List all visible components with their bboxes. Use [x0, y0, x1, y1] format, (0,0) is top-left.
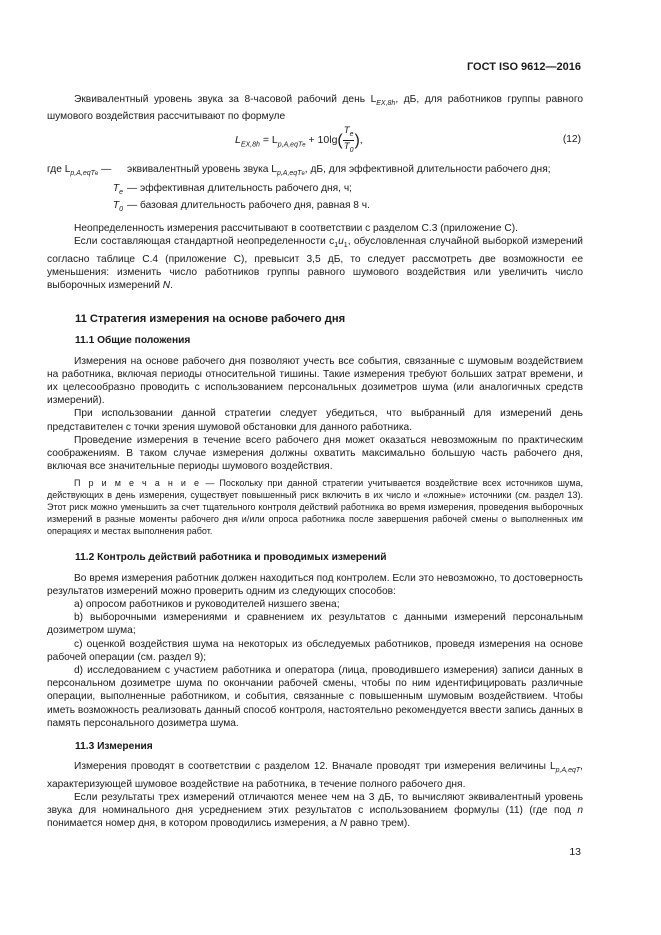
- section-11-2-title: 11.2 Контроль действий работника и проводимых измерений: [75, 552, 387, 564]
- s11-1-paragraph-1: Измерения на основе рабочего дня позволяют учесть все события, связанные с шумовым воздействием на работника, включая периоды относительной тишины. Такие измерения требуют больших затрат времени, и их целесообразно проводить с использованием персональных дозиметров шума (или аналогичных средств измерений).: [47, 355, 583, 407]
- intro-paragraph: Эквивалентный уровень звука за 8-часовой рабочий день $L_{EX,8h}$, дБ, для работников группы равного шумового воздействия рассчитывают по формуле: [47, 94, 583, 123]
- where-label: где $L_{p,A,eqTe}$ —: [47, 164, 112, 178]
- formula-expression: $L_{EX,8h} = L_{p,A,eqTe} + 10\lg$( $\frac{T_e}{T_0}$ ),: [235, 125, 363, 155]
- list-item: b) выборочными измерениями и сравнением их результатов с данными измерений персональным дозиметром шума;: [47, 612, 583, 637]
- definition-te: $T_e$ — эффективная длительность рабочего дня, ч;: [112, 182, 352, 196]
- list-item: с) оценкой воздействия шума на некоторых из обследуемых работников, проведя измерения на основе рабочей операции (см. раздел 9);: [47, 638, 583, 663]
- list-item: а) опросом работников и руководителей низшего звена;: [74, 599, 340, 611]
- page-content: [47, 93, 583, 830]
- where-block: [47, 163, 583, 181]
- section-11-3-title: 11.3 Измерения: [75, 741, 153, 753]
- s11-1-note: П р и м е ч а н и е — Поскольку при данной стратегии учитывается воздействие всех источников шума, действующих в день измерения, существует повышенный риск включить в их число и «ложные» источники (см. раздел 13). Этот риск можно уменьшить за счет тщательного контроля действий работника во время измерения, проведения выборочных измерений в разные моменты рабочего дня и/или опроса работника после завершения рабочей смены о выполненных им операциях и местах выполнения работ.: [47, 478, 584, 537]
- s11-1-paragraph-3: Проведение измерения в течение всего рабочего дня может оказаться невозможным по практическим соображениям. В таком случае измерения должны охватить максимально большую часть рабочего дня, включая все значительные периоды шумового воздействия.: [47, 434, 583, 473]
- list-item: d) исследованием с участием работника и оператора (лица, проводившего измерения) записи данных в персональном дозиметре шума по окончании рабочей смены, чтобы по ним идентифицировать различные операции, выполненные работником, и события, связанные с повышенным шумовым воздействием. Чтобы иметь возможность реализовать данный способ контроля, настоятельно рекомендуется ввести запись данных в память персонального дозиметра шума.: [47, 665, 583, 729]
- uncertainty-paragraph-1: Неопределенность измерения рассчитывают в соответствии с разделом С.3 (приложение С).: [74, 223, 518, 235]
- uncertainty-paragraph-2: Если составляющая стандартной неопределенности $c_1u_1$, обусловленная случайной выборкой измерений согласно таблице С.4 (приложение С), превысит 3,5 дБ, то следует рассмотреть две возможности ее уменьшения: изменить число работников группы равного шумового воздействия или увеличить число выборочных измерений N.: [47, 236, 583, 291]
- s11-2-list: [47, 598, 583, 730]
- s11-2-paragraph-1: Во время измерения работник должен находиться под контролем. Если это невозможно, то достоверность результатов измерений можно проверить одним из следующих способов:: [47, 572, 583, 597]
- s11-1-paragraph-2: При использовании данной стратегии следует убедиться, что выбранный для измерений день представителен с точки зрения шумовой обстановки для данного работника.: [47, 408, 583, 433]
- formula-number: (12): [562, 134, 581, 146]
- where-definition: эквивалентный уровень звука $L_{p,A,eqTe}$, дБ, для эффективной длительности рабочего дня;: [127, 164, 551, 178]
- formula-fraction: $\frac{T_e}{T_0}$: [343, 125, 354, 155]
- document-header: ГОСТ ISO 9612—2016: [466, 61, 581, 73]
- section-11-1-title: 11.1 Общие положения: [75, 335, 191, 347]
- page-number: 13: [569, 846, 581, 858]
- definition-t0: $T_0$ — базовая длительность рабочего дня, равная 8 ч.: [112, 199, 370, 213]
- formula-12: [47, 125, 583, 159]
- s11-3-paragraph-2: Если результаты трех измерений отличаются менее чем на 3 дБ, то вычисляют эквивалентный уровень звука для номинального дня усреднением этих результатов с использованием формулы (11) (где под n понимается номер дня, в котором проводились измерения, а N равно трем).: [47, 791, 583, 830]
- section-11-title: 11 Стратегия измерения на основе рабочего дня: [75, 313, 346, 326]
- s11-3-paragraph-1: Измерения проводят в соответствии с разделом 12. Вначале проводят три измерения величины $L_{p,A,eqT}$, характеризующей шумовое воздействие на работника, в течение полного рабочего дня.: [47, 761, 583, 790]
